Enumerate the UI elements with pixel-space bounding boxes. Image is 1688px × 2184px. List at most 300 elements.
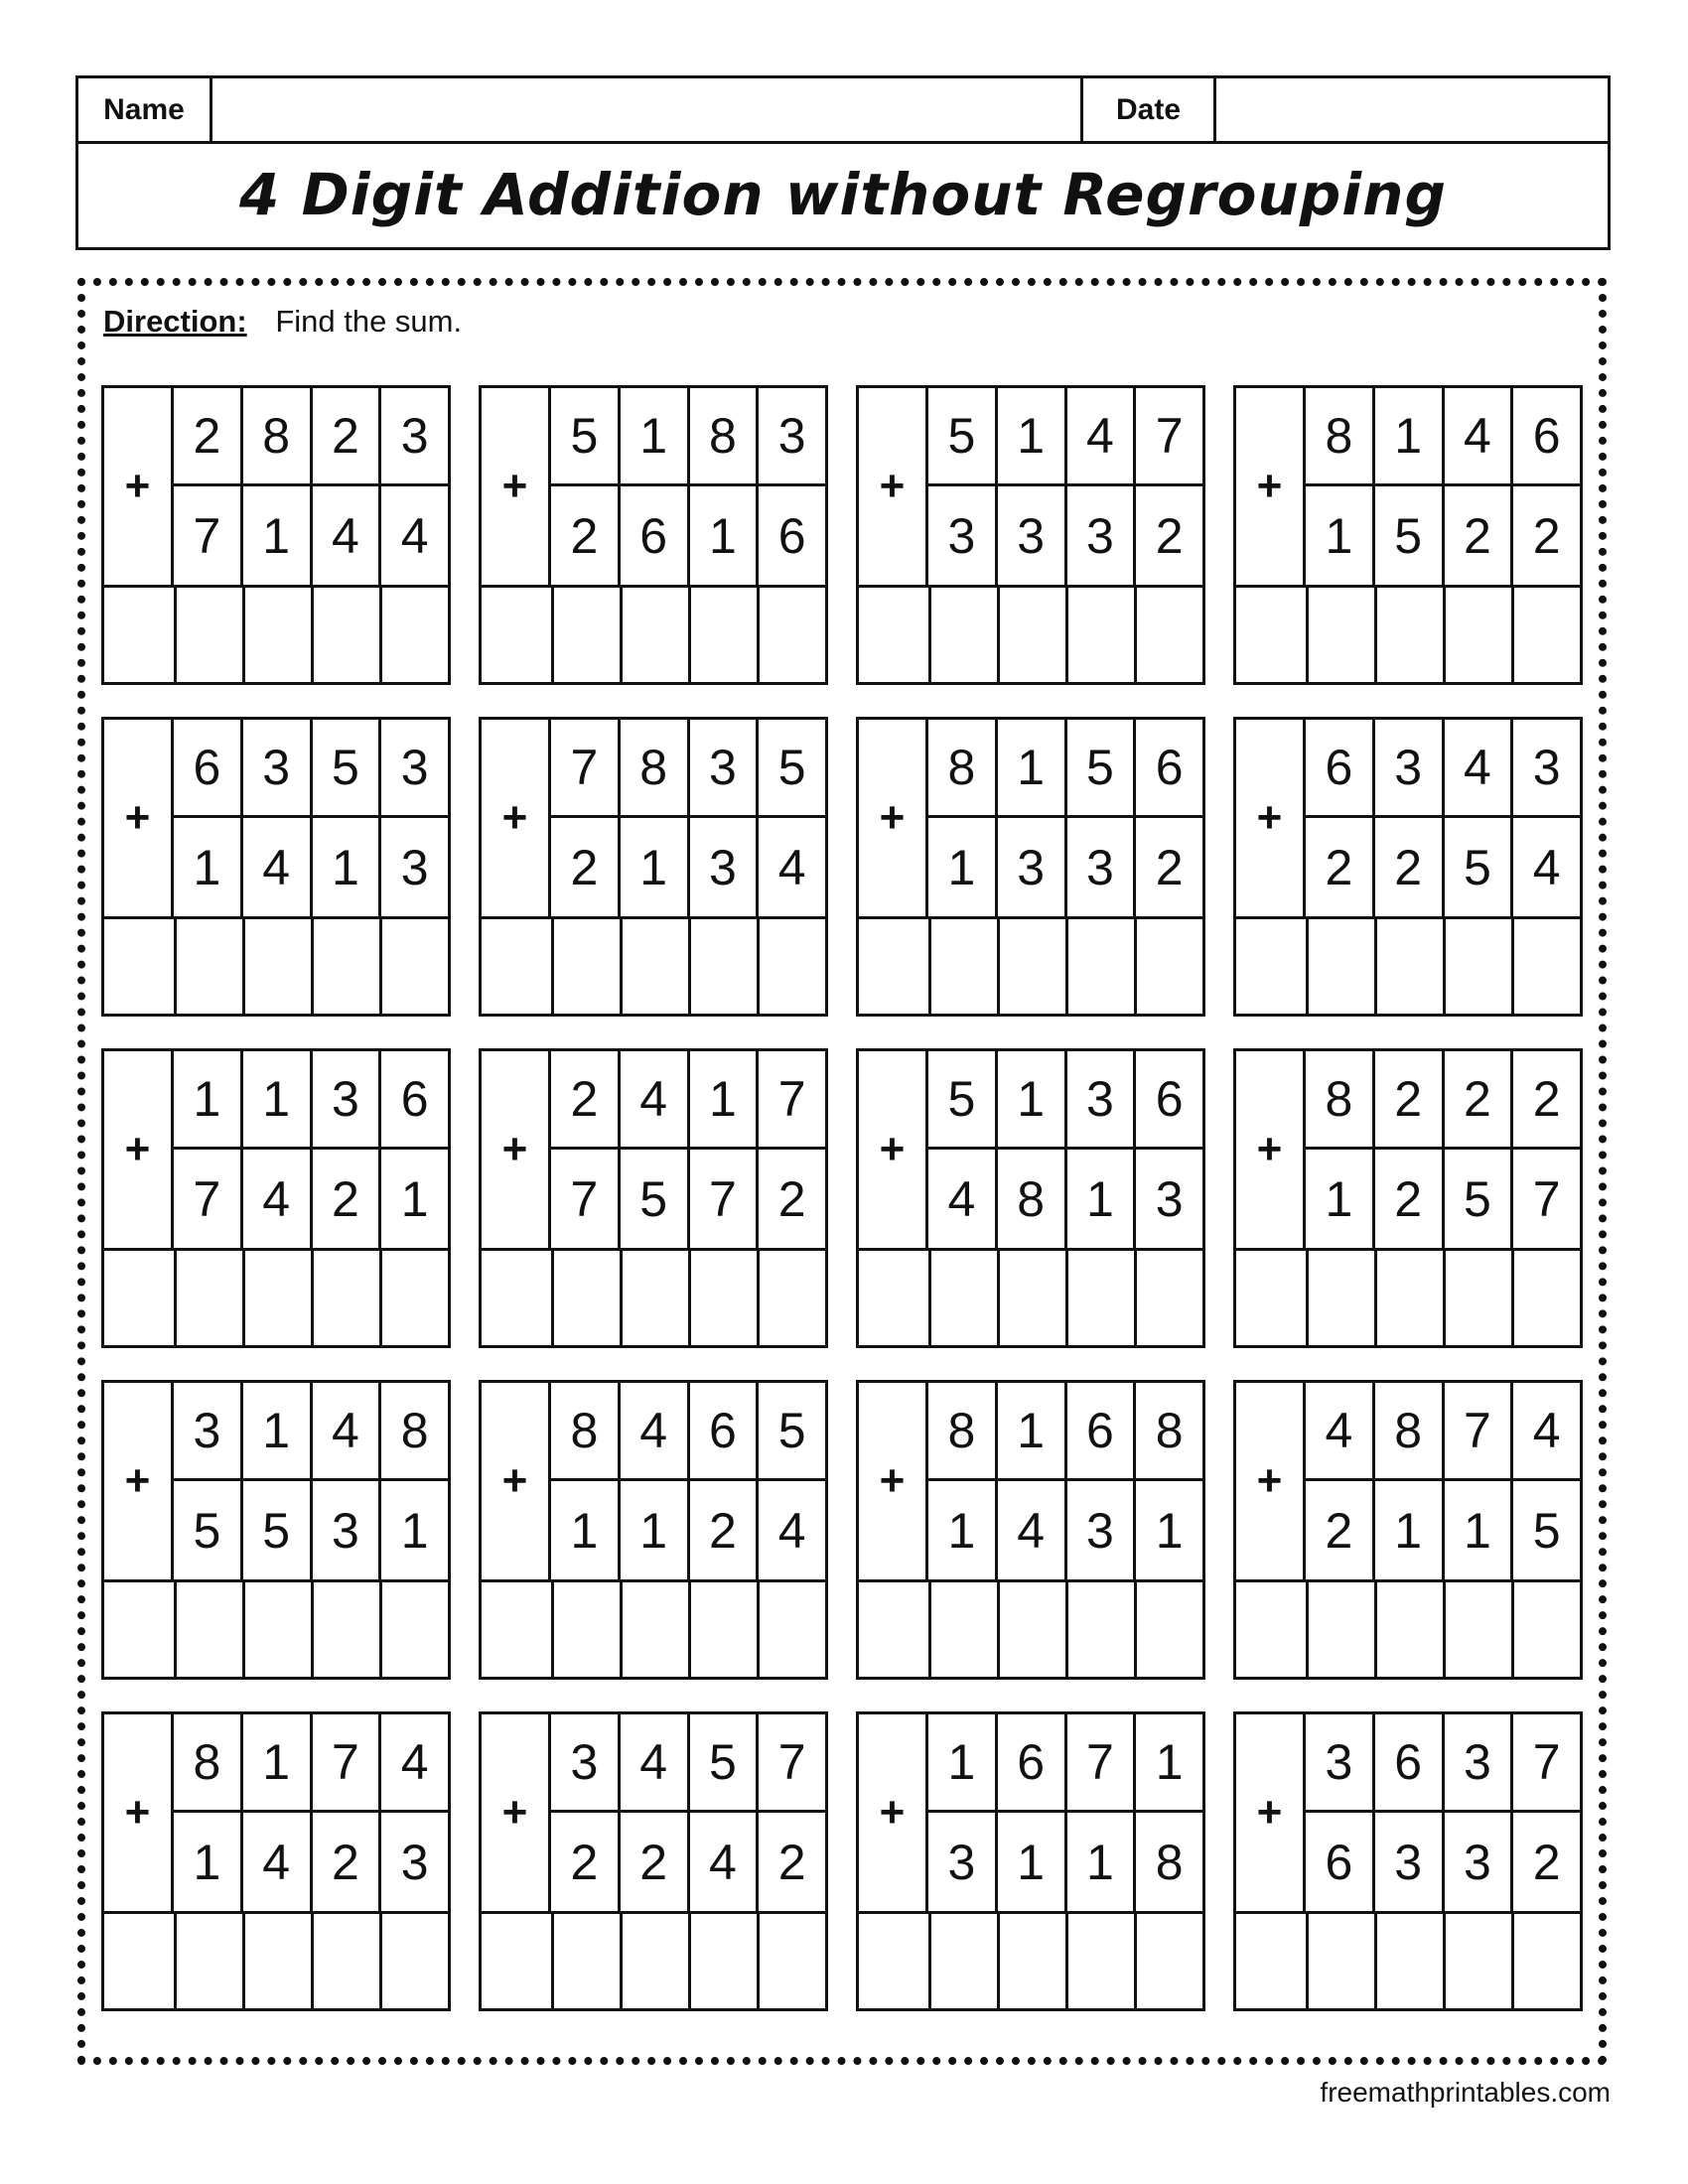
answer-row xyxy=(482,916,825,1014)
answer-cell[interactable] xyxy=(1443,1914,1511,2008)
digit-cell: 3 xyxy=(756,388,825,483)
plus-sign: + xyxy=(1236,388,1306,585)
answer-cell[interactable] xyxy=(997,588,1065,682)
digit-cell: 3 xyxy=(378,720,448,815)
answer-cell[interactable] xyxy=(997,1251,1065,1345)
digit-cell: 4 xyxy=(756,1481,825,1579)
plus-sign: + xyxy=(859,1051,928,1248)
digit-cell: 2 xyxy=(1442,1051,1511,1147)
digit-cell: 3 xyxy=(1442,1813,1511,1911)
digit-cell: 1 xyxy=(1064,1150,1134,1248)
answer-cell[interactable] xyxy=(1065,1582,1134,1677)
answer-cell[interactable] xyxy=(928,588,997,682)
answer-cell[interactable] xyxy=(1443,588,1511,682)
digit-cell: 2 xyxy=(1510,1813,1580,1911)
digit-cell: 2 xyxy=(1442,486,1511,585)
plus-sign: + xyxy=(482,1714,551,1911)
answer-cell[interactable] xyxy=(1306,1251,1374,1345)
answer-cell[interactable] xyxy=(688,1582,757,1677)
digit-cell: 8 xyxy=(687,388,757,483)
answer-blank xyxy=(104,1914,174,2008)
answer-cell[interactable] xyxy=(1134,1914,1202,2008)
digit-cell: 6 xyxy=(1133,1051,1202,1147)
digit-cell: 1 xyxy=(995,1051,1064,1147)
answer-row xyxy=(482,585,825,682)
digit-cell: 2 xyxy=(687,1481,757,1579)
digit-cell: 4 xyxy=(618,1383,687,1478)
answer-cell[interactable] xyxy=(1511,1251,1580,1345)
digit-cell: 7 xyxy=(570,740,599,795)
answer-row xyxy=(859,1579,1202,1677)
answer-cell[interactable] xyxy=(1443,1582,1511,1677)
digit-cell: 8 xyxy=(240,388,310,483)
answer-cell[interactable] xyxy=(1374,588,1443,682)
digit-cell: 2 xyxy=(1133,818,1202,916)
addend-top-row xyxy=(551,1714,825,1813)
addend-top-row xyxy=(174,388,448,486)
addend-top-row xyxy=(174,1051,448,1150)
plus-sign: + xyxy=(859,1714,928,1911)
answer-cell[interactable] xyxy=(1443,919,1511,1014)
name-date-row xyxy=(78,78,1608,144)
answer-row xyxy=(859,1911,1202,2008)
addend-bottom-row xyxy=(174,486,448,585)
direction-text: Find the sum. xyxy=(275,304,463,339)
addition-problem xyxy=(101,1380,451,1680)
digit-cell: 1 xyxy=(570,1502,599,1559)
digit-cell: 1 xyxy=(1372,1481,1442,1579)
answer-blank xyxy=(482,919,551,1014)
plus-sign: + xyxy=(482,720,551,916)
answer-row xyxy=(1236,1579,1580,1677)
digit-cell: 8 xyxy=(193,1734,221,1790)
digit-cell: 2 xyxy=(310,388,379,483)
answer-cell[interactable] xyxy=(928,1251,997,1345)
digit-cell: 1 xyxy=(687,486,757,585)
answer-cell[interactable] xyxy=(311,919,379,1014)
digit-cell: 8 xyxy=(378,1383,448,1478)
answer-cell[interactable] xyxy=(928,1914,997,2008)
digit-cell: 1 xyxy=(947,839,976,895)
addend-top-row xyxy=(1306,720,1580,818)
digit-cell: 3 xyxy=(1325,1734,1353,1790)
digit-cell: 1 xyxy=(995,720,1064,815)
digit-cell: 2 xyxy=(618,1813,687,1911)
answer-row xyxy=(104,1911,448,2008)
digit-cell: 6 xyxy=(1325,740,1353,795)
answer-row xyxy=(104,1248,448,1345)
answer-cell[interactable] xyxy=(757,588,825,682)
digit-cell: 4 xyxy=(310,486,379,585)
digit-cell: 1 xyxy=(1133,1481,1202,1579)
digit-cell: 1 xyxy=(240,1714,310,1810)
plus-sign: + xyxy=(1236,1383,1306,1579)
addition-problem xyxy=(479,385,828,685)
digit-cell: 2 xyxy=(570,1071,599,1127)
digit-cell: 4 xyxy=(1510,1383,1580,1478)
digit-cell: 8 xyxy=(1325,408,1353,464)
digit-cell: 7 xyxy=(687,1150,757,1248)
digit-cell: 1 xyxy=(1442,1481,1511,1579)
answer-cell[interactable] xyxy=(379,1582,448,1677)
answer-cell[interactable] xyxy=(1374,1914,1443,2008)
digit-cell: 2 xyxy=(1372,818,1442,916)
addend-bottom-row xyxy=(1306,818,1580,916)
answer-cell[interactable] xyxy=(1065,1914,1134,2008)
digit-cell: 5 xyxy=(1442,818,1511,916)
plus-sign: + xyxy=(859,1383,928,1579)
answer-cell[interactable] xyxy=(620,1251,688,1345)
name-field[interactable] xyxy=(212,78,1083,141)
addition-problem xyxy=(856,1048,1205,1348)
digit-cell: 6 xyxy=(378,1051,448,1147)
addition-problem xyxy=(101,717,451,1017)
addend-bottom-row xyxy=(174,818,448,916)
answer-cell[interactable] xyxy=(997,1582,1065,1677)
answer-blank xyxy=(859,1914,928,2008)
digit-cell: 5 xyxy=(310,720,379,815)
addition-problem xyxy=(1233,1711,1583,2011)
answer-blank xyxy=(482,1914,551,2008)
digit-cell: 1 xyxy=(995,1383,1064,1478)
answer-row xyxy=(1236,1248,1580,1345)
addend-top-row xyxy=(174,1383,448,1481)
answer-cell[interactable] xyxy=(551,1582,620,1677)
digit-cell: 4 xyxy=(687,1813,757,1911)
digit-cell: 1 xyxy=(1325,1170,1353,1227)
answer-cell[interactable] xyxy=(174,919,242,1014)
addend-top-row xyxy=(928,1714,1202,1813)
addend-bottom-row xyxy=(1306,1150,1580,1248)
plus-sign: + xyxy=(482,1383,551,1579)
answer-cell[interactable] xyxy=(1134,1582,1202,1677)
digit-cell: 4 xyxy=(310,1383,379,1478)
plus-sign: + xyxy=(104,1051,174,1248)
digit-cell: 2 xyxy=(193,408,221,464)
digit-cell: 2 xyxy=(310,1813,379,1911)
addend-bottom-row xyxy=(174,1150,448,1248)
digit-cell: 5 xyxy=(1510,1481,1580,1579)
answer-cell[interactable] xyxy=(1511,1914,1580,2008)
answer-cell[interactable] xyxy=(688,919,757,1014)
digit-cell: 3 xyxy=(378,388,448,483)
answer-cell[interactable] xyxy=(379,1251,448,1345)
digit-cell: 8 xyxy=(995,1150,1064,1248)
name-label: Name xyxy=(78,78,212,141)
answer-cell[interactable] xyxy=(688,1914,757,2008)
digit-cell: 5 xyxy=(240,1481,310,1579)
digit-cell: 2 xyxy=(756,1813,825,1911)
answer-cell[interactable] xyxy=(997,1914,1065,2008)
addend-bottom-row xyxy=(1306,1813,1580,1911)
digit-cell: 7 xyxy=(193,1170,221,1227)
digit-cell: 3 xyxy=(1064,1481,1134,1579)
plus-sign: + xyxy=(104,1383,174,1579)
answer-cell[interactable] xyxy=(174,1914,242,2008)
answer-blank xyxy=(1236,1582,1306,1677)
digit-cell: 1 xyxy=(618,388,687,483)
answer-cell[interactable] xyxy=(174,1582,242,1677)
answer-row xyxy=(104,1579,448,1677)
digit-cell: 1 xyxy=(618,1481,687,1579)
addition-problem xyxy=(1233,385,1583,685)
digit-cell: 2 xyxy=(1325,1502,1353,1559)
answer-row xyxy=(859,585,1202,682)
addend-bottom-row xyxy=(551,486,825,585)
answer-cell[interactable] xyxy=(311,1914,379,2008)
answer-cell[interactable] xyxy=(551,1914,620,2008)
digit-cell: 5 xyxy=(193,1502,221,1559)
digit-cell: 7 xyxy=(1510,1150,1580,1248)
addend-bottom-row xyxy=(174,1481,448,1579)
answer-cell[interactable] xyxy=(1065,1251,1134,1345)
digit-cell: 7 xyxy=(193,507,221,564)
answer-cell[interactable] xyxy=(242,1251,311,1345)
digit-cell: 2 xyxy=(310,1150,379,1248)
digit-cell: 6 xyxy=(1325,1834,1353,1890)
answer-cell[interactable] xyxy=(688,588,757,682)
digit-cell: 1 xyxy=(1064,1813,1134,1911)
answer-blank xyxy=(1236,919,1306,1014)
digit-cell: 4 xyxy=(618,1714,687,1810)
addition-problem xyxy=(479,717,828,1017)
answer-cell[interactable] xyxy=(1511,919,1580,1014)
answer-cell[interactable] xyxy=(242,588,311,682)
digit-cell: 4 xyxy=(240,1813,310,1911)
answer-cell[interactable] xyxy=(620,1914,688,2008)
addition-problem xyxy=(1233,1048,1583,1348)
answer-cell[interactable] xyxy=(620,588,688,682)
answer-cell[interactable] xyxy=(242,1582,311,1677)
answer-cell[interactable] xyxy=(1065,588,1134,682)
addend-top-row xyxy=(928,1383,1202,1481)
answer-cell[interactable] xyxy=(311,1251,379,1345)
plus-sign: + xyxy=(859,388,928,585)
answer-blank xyxy=(104,919,174,1014)
digit-cell: 4 xyxy=(378,1714,448,1810)
digit-cell: 1 xyxy=(995,388,1064,483)
answer-cell[interactable] xyxy=(1306,1582,1374,1677)
answer-cell[interactable] xyxy=(997,919,1065,1014)
digit-cell: 1 xyxy=(1372,388,1442,483)
answer-cell[interactable] xyxy=(551,588,620,682)
digit-cell: 8 xyxy=(947,1403,976,1458)
answer-blank xyxy=(482,1251,551,1345)
date-field[interactable] xyxy=(1216,78,1608,141)
addend-bottom-row xyxy=(928,818,1202,916)
addend-bottom-row xyxy=(551,818,825,916)
plus-sign: + xyxy=(482,388,551,585)
answer-cell[interactable] xyxy=(1374,1582,1443,1677)
addend-bottom-row xyxy=(551,1813,825,1911)
answer-cell[interactable] xyxy=(311,1582,379,1677)
answer-row xyxy=(482,1248,825,1345)
addition-problem xyxy=(479,1711,828,2011)
answer-cell[interactable] xyxy=(928,919,997,1014)
addend-top-row xyxy=(928,720,1202,818)
answer-blank xyxy=(104,1251,174,1345)
digit-cell: 1 xyxy=(947,1502,976,1559)
answer-blank xyxy=(1236,1251,1306,1345)
answer-cell[interactable] xyxy=(174,1251,242,1345)
answer-blank xyxy=(859,1582,928,1677)
answer-cell[interactable] xyxy=(379,919,448,1014)
plus-sign: + xyxy=(482,1051,551,1248)
addition-problem xyxy=(856,385,1205,685)
digit-cell: 3 xyxy=(1064,1051,1134,1147)
answer-cell[interactable] xyxy=(1511,588,1580,682)
plus-sign: + xyxy=(1236,720,1306,916)
digit-cell: 3 xyxy=(193,1403,221,1458)
answer-blank xyxy=(1236,588,1306,682)
digit-cell: 8 xyxy=(1133,1383,1202,1478)
answer-cell[interactable] xyxy=(688,1251,757,1345)
digit-cell: 3 xyxy=(1510,720,1580,815)
digit-cell: 1 xyxy=(687,1051,757,1147)
addend-top-row xyxy=(174,720,448,818)
answer-cell[interactable] xyxy=(379,1914,448,2008)
addend-bottom-row xyxy=(928,1813,1202,1911)
digit-cell: 4 xyxy=(1442,720,1511,815)
digit-cell: 1 xyxy=(947,1734,976,1790)
direction xyxy=(103,304,462,340)
digit-cell: 7 xyxy=(570,1170,599,1227)
answer-cell[interactable] xyxy=(1306,588,1374,682)
answer-cell[interactable] xyxy=(1511,1582,1580,1677)
addition-problem xyxy=(101,1711,451,2011)
answer-cell[interactable] xyxy=(1134,919,1202,1014)
answer-cell[interactable] xyxy=(1306,919,1374,1014)
addend-bottom-row xyxy=(1306,1481,1580,1579)
digit-cell: 4 xyxy=(947,1170,976,1227)
digit-cell: 3 xyxy=(687,818,757,916)
digit-cell: 8 xyxy=(947,740,976,795)
digit-cell: 4 xyxy=(240,1150,310,1248)
answer-row xyxy=(859,916,1202,1014)
answer-cell[interactable] xyxy=(1065,919,1134,1014)
digit-cell: 2 xyxy=(570,1834,599,1890)
worksheet-header xyxy=(75,75,1611,250)
answer-cell[interactable] xyxy=(551,919,620,1014)
digit-cell: 7 xyxy=(1064,1714,1134,1810)
answer-blank xyxy=(1236,1914,1306,2008)
answer-cell[interactable] xyxy=(379,588,448,682)
answer-cell[interactable] xyxy=(620,1582,688,1677)
digit-cell: 4 xyxy=(240,818,310,916)
digit-cell: 1 xyxy=(193,1834,221,1890)
digit-cell: 6 xyxy=(618,486,687,585)
digit-cell: 3 xyxy=(378,818,448,916)
answer-cell[interactable] xyxy=(242,1914,311,2008)
answer-cell[interactable] xyxy=(1443,1251,1511,1345)
digit-cell: 6 xyxy=(1372,1714,1442,1810)
digit-cell: 2 xyxy=(1372,1150,1442,1248)
answer-cell[interactable] xyxy=(757,1914,825,2008)
answer-cell[interactable] xyxy=(1374,1251,1443,1345)
digit-cell: 2 xyxy=(756,1150,825,1248)
digit-cell: 2 xyxy=(1325,839,1353,895)
answer-row xyxy=(1236,916,1580,1014)
answer-cell[interactable] xyxy=(1134,1251,1202,1345)
digit-cell: 3 xyxy=(570,1734,599,1790)
addend-top-row xyxy=(174,1714,448,1813)
addition-problem xyxy=(479,1048,828,1348)
digit-cell: 1 xyxy=(310,818,379,916)
answer-row xyxy=(104,585,448,682)
plus-sign: + xyxy=(104,388,174,585)
plus-sign: + xyxy=(1236,1051,1306,1248)
addition-problem xyxy=(856,717,1205,1017)
digit-cell: 7 xyxy=(756,1714,825,1810)
digit-cell: 8 xyxy=(618,720,687,815)
answer-cell[interactable] xyxy=(620,919,688,1014)
digit-cell: 4 xyxy=(378,486,448,585)
answer-cell[interactable] xyxy=(242,919,311,1014)
addend-top-row xyxy=(551,388,825,486)
digit-cell: 2 xyxy=(570,507,599,564)
answer-cell[interactable] xyxy=(311,588,379,682)
digit-cell: 4 xyxy=(618,1051,687,1147)
answer-cell[interactable] xyxy=(551,1251,620,1345)
digit-cell: 3 xyxy=(1064,486,1134,585)
digit-cell: 1 xyxy=(240,1051,310,1147)
answer-cell[interactable] xyxy=(1134,588,1202,682)
answer-blank xyxy=(104,1582,174,1677)
digit-cell: 3 xyxy=(1442,1714,1511,1810)
digit-cell: 3 xyxy=(1372,720,1442,815)
digit-cell: 3 xyxy=(947,1834,976,1890)
digit-cell: 4 xyxy=(756,818,825,916)
digit-cell: 5 xyxy=(756,1383,825,1478)
digit-cell: 3 xyxy=(310,1481,379,1579)
answer-blank xyxy=(859,588,928,682)
digit-cell: 2 xyxy=(1372,1051,1442,1147)
digit-cell: 3 xyxy=(310,1051,379,1147)
addend-bottom-row xyxy=(551,1481,825,1579)
digit-cell: 5 xyxy=(947,408,976,464)
digit-cell: 5 xyxy=(570,408,599,464)
answer-cell[interactable] xyxy=(757,919,825,1014)
answer-cell[interactable] xyxy=(1374,919,1443,1014)
digit-cell: 3 xyxy=(947,507,976,564)
digit-cell: 1 xyxy=(378,1481,448,1579)
digit-cell: 4 xyxy=(1325,1403,1353,1458)
digit-cell: 3 xyxy=(1372,1813,1442,1911)
answer-cell[interactable] xyxy=(1306,1914,1374,2008)
digit-cell: 4 xyxy=(995,1481,1064,1579)
addend-top-row xyxy=(1306,1714,1580,1813)
plus-sign: + xyxy=(104,720,174,916)
digit-cell: 6 xyxy=(193,740,221,795)
digit-cell: 3 xyxy=(995,486,1064,585)
digit-cell: 7 xyxy=(1133,388,1202,483)
addend-bottom-row xyxy=(551,1150,825,1248)
answer-cell[interactable] xyxy=(757,1251,825,1345)
answer-cell[interactable] xyxy=(928,1582,997,1677)
digit-cell: 1 xyxy=(193,839,221,895)
answer-row xyxy=(859,1248,1202,1345)
digit-cell: 1 xyxy=(995,1813,1064,1911)
digit-cell: 3 xyxy=(995,818,1064,916)
answer-blank xyxy=(859,1251,928,1345)
digit-cell: 6 xyxy=(1510,388,1580,483)
digit-cell: 1 xyxy=(1133,1714,1202,1810)
digit-cell: 8 xyxy=(1372,1383,1442,1478)
addend-bottom-row xyxy=(928,1481,1202,1579)
answer-cell[interactable] xyxy=(174,588,242,682)
digit-cell: 1 xyxy=(618,818,687,916)
answer-cell[interactable] xyxy=(757,1582,825,1677)
